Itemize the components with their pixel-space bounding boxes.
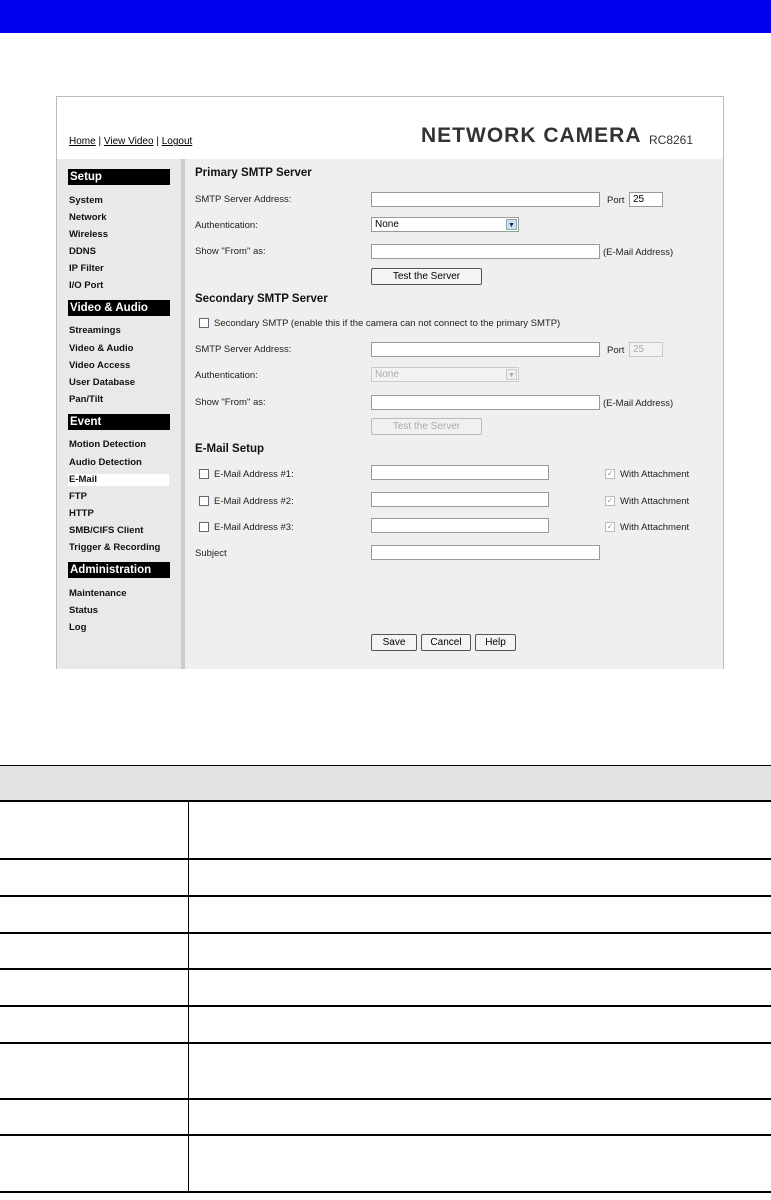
table-cell: [0, 801, 189, 859]
sidebar-item-pan-tilt[interactable]: Pan/Tilt: [69, 394, 104, 405]
sidebar-item-ip-filter[interactable]: IP Filter: [69, 263, 104, 274]
nav-section-setup: Setup: [68, 169, 170, 185]
main-content: [185, 159, 723, 669]
sidebar-item-ddns[interactable]: DDNS: [69, 246, 96, 257]
email-address-2-label: E-Mail Address #2:: [214, 496, 294, 507]
secondary-smtp-enable-label: Secondary SMTP (enable this if the camera can not connect to the primary SMTP): [214, 318, 561, 329]
sidebar-item-video-access[interactable]: Video Access: [69, 360, 131, 371]
attachment-3-checkbox[interactable]: ✓: [606, 522, 614, 531]
sidebar-item-system[interactable]: System: [69, 195, 103, 206]
table-cell: [0, 1043, 189, 1099]
secondary-smtp-heading: Secondary SMTP Server: [195, 293, 328, 305]
nav-section-video-audio: Video & Audio: [68, 300, 170, 316]
table-cell: [189, 969, 771, 1006]
secondary-server-input[interactable]: [371, 342, 600, 357]
email-address-1-checkbox[interactable]: [199, 469, 209, 479]
attachment-2-checkbox[interactable]: ✓: [606, 496, 614, 505]
table-header-row: [0, 766, 771, 802]
email-address-1-label: E-Mail Address #1:: [214, 469, 294, 480]
secondary-test-server-button[interactable]: Test the Server: [371, 418, 482, 435]
chevron-down-icon: ▼: [506, 219, 517, 230]
email-address-2-input[interactable]: [371, 492, 549, 507]
email-address-2-checkbox[interactable]: [199, 496, 209, 506]
secondary-auth-value: None: [375, 369, 399, 380]
table-cell: [189, 1006, 771, 1043]
primary-server-input[interactable]: [371, 192, 600, 207]
top-links: [69, 136, 192, 147]
secondary-auth-select[interactable]: [371, 367, 519, 382]
subject-input[interactable]: [371, 545, 600, 560]
sidebar-item-http[interactable]: HTTP: [69, 508, 94, 519]
nav-section-event: Event: [68, 414, 170, 430]
table-cell: [0, 1135, 189, 1192]
page-header: [57, 97, 723, 159]
table-cell: [0, 1006, 189, 1043]
attachment-3-label: With Attachment: [620, 522, 690, 533]
primary-from-input[interactable]: [371, 244, 600, 259]
sidebar-item-smb-cifs-client[interactable]: SMB/CIFS Client: [69, 525, 144, 536]
secondary-smtp-checkbox[interactable]: [199, 318, 209, 328]
secondary-port-label: Port: [607, 345, 625, 356]
secondary-from-label: Show "From" as:: [195, 397, 266, 408]
primary-auth-value: None: [375, 219, 399, 230]
secondary-from-hint: (E-Mail Address): [603, 398, 674, 409]
sidebar-item-motion-detection[interactable]: Motion Detection: [69, 439, 147, 450]
sidebar-item-io-port[interactable]: I/O Port: [69, 280, 104, 291]
table-row: [0, 1099, 771, 1135]
primary-auth-select[interactable]: [371, 217, 519, 232]
primary-auth-label: Authentication:: [195, 220, 258, 231]
sidebar: [57, 159, 181, 669]
logout-link[interactable]: Logout: [161, 136, 193, 147]
sidebar-item-email[interactable]: E-Mail: [68, 474, 169, 486]
email-address-3-label: E-Mail Address #3:: [214, 522, 294, 533]
table-row: [0, 1006, 771, 1043]
chevron-down-icon: ▼: [506, 369, 517, 380]
sidebar-item-trigger-recording[interactable]: Trigger & Recording: [69, 542, 161, 553]
attachment-1-checkbox[interactable]: ✓: [606, 469, 614, 478]
table-cell: [189, 801, 771, 859]
table-cell: [189, 1099, 771, 1135]
secondary-from-input[interactable]: [371, 395, 600, 410]
model-number: RC8261: [649, 133, 694, 147]
table-header-cell: [0, 766, 771, 802]
email-address-3-input[interactable]: [371, 518, 549, 533]
attachment-2-label: With Attachment: [620, 496, 690, 507]
sidebar-item-audio-detection[interactable]: Audio Detection: [69, 457, 142, 468]
table-row: [0, 1135, 771, 1192]
secondary-auth-label: Authentication:: [195, 370, 258, 381]
table-row: [0, 801, 771, 859]
table-row: [0, 969, 771, 1006]
save-button[interactable]: Save: [371, 634, 417, 651]
sidebar-item-ftp[interactable]: FTP: [69, 491, 87, 502]
secondary-server-label: SMTP Server Address:: [195, 344, 292, 355]
sidebar-item-user-database[interactable]: User Database: [69, 377, 136, 388]
sidebar-item-streamings[interactable]: Streamings: [69, 325, 121, 336]
table-cell: [0, 1099, 189, 1135]
link-separator: |: [98, 136, 102, 147]
table-cell: [189, 1043, 771, 1099]
sidebar-item-maintenance[interactable]: Maintenance: [69, 588, 127, 599]
email-address-3-checkbox[interactable]: [199, 522, 209, 532]
table-cell: [0, 933, 189, 969]
link-separator: |: [156, 136, 159, 147]
table-cell: [0, 896, 189, 933]
table-row: [0, 896, 771, 933]
camera-settings-screenshot: [56, 96, 724, 669]
home-link[interactable]: Home: [69, 136, 96, 147]
table-row: [0, 933, 771, 969]
nav-section-administration: Administration: [68, 562, 170, 578]
table-cell: [0, 969, 189, 1006]
primary-smtp-heading: Primary SMTP Server: [195, 167, 312, 179]
table-row: [0, 1043, 771, 1099]
email-address-1-input[interactable]: [371, 465, 549, 480]
table-row: [0, 859, 771, 896]
sidebar-item-log[interactable]: Log: [69, 622, 87, 633]
sidebar-item-status[interactable]: Status: [69, 605, 99, 616]
secondary-port-input[interactable]: 25: [629, 342, 663, 357]
top-blue-bar: [0, 0, 771, 33]
help-button[interactable]: Help: [475, 634, 516, 651]
primary-server-label: SMTP Server Address:: [195, 194, 292, 205]
subject-label: Subject: [195, 548, 227, 559]
description-table: [0, 765, 771, 1193]
sidebar-item-network[interactable]: Network: [69, 212, 107, 223]
cancel-button[interactable]: Cancel: [421, 634, 471, 651]
table-cell: [189, 859, 771, 896]
attachment-1-label: With Attachment: [620, 469, 690, 480]
brand-title: NETWORK CAMERA: [421, 124, 642, 147]
view-video-link[interactable]: View Video: [103, 136, 154, 147]
email-setup-heading: E-Mail Setup: [195, 443, 265, 455]
table-cell: [0, 859, 189, 896]
table-cell: [189, 896, 771, 933]
primary-from-label: Show "From" as:: [195, 246, 266, 257]
sidebar-item-video-audio[interactable]: Video & Audio: [69, 343, 134, 354]
sidebar-item-wireless[interactable]: Wireless: [69, 229, 108, 240]
primary-port-input[interactable]: 25: [629, 192, 663, 207]
primary-test-server-button[interactable]: Test the Server: [371, 268, 482, 285]
table-cell: [189, 933, 771, 969]
primary-from-hint: (E-Mail Address): [603, 247, 674, 258]
table-cell: [189, 1135, 771, 1192]
primary-port-label: Port: [607, 195, 625, 206]
